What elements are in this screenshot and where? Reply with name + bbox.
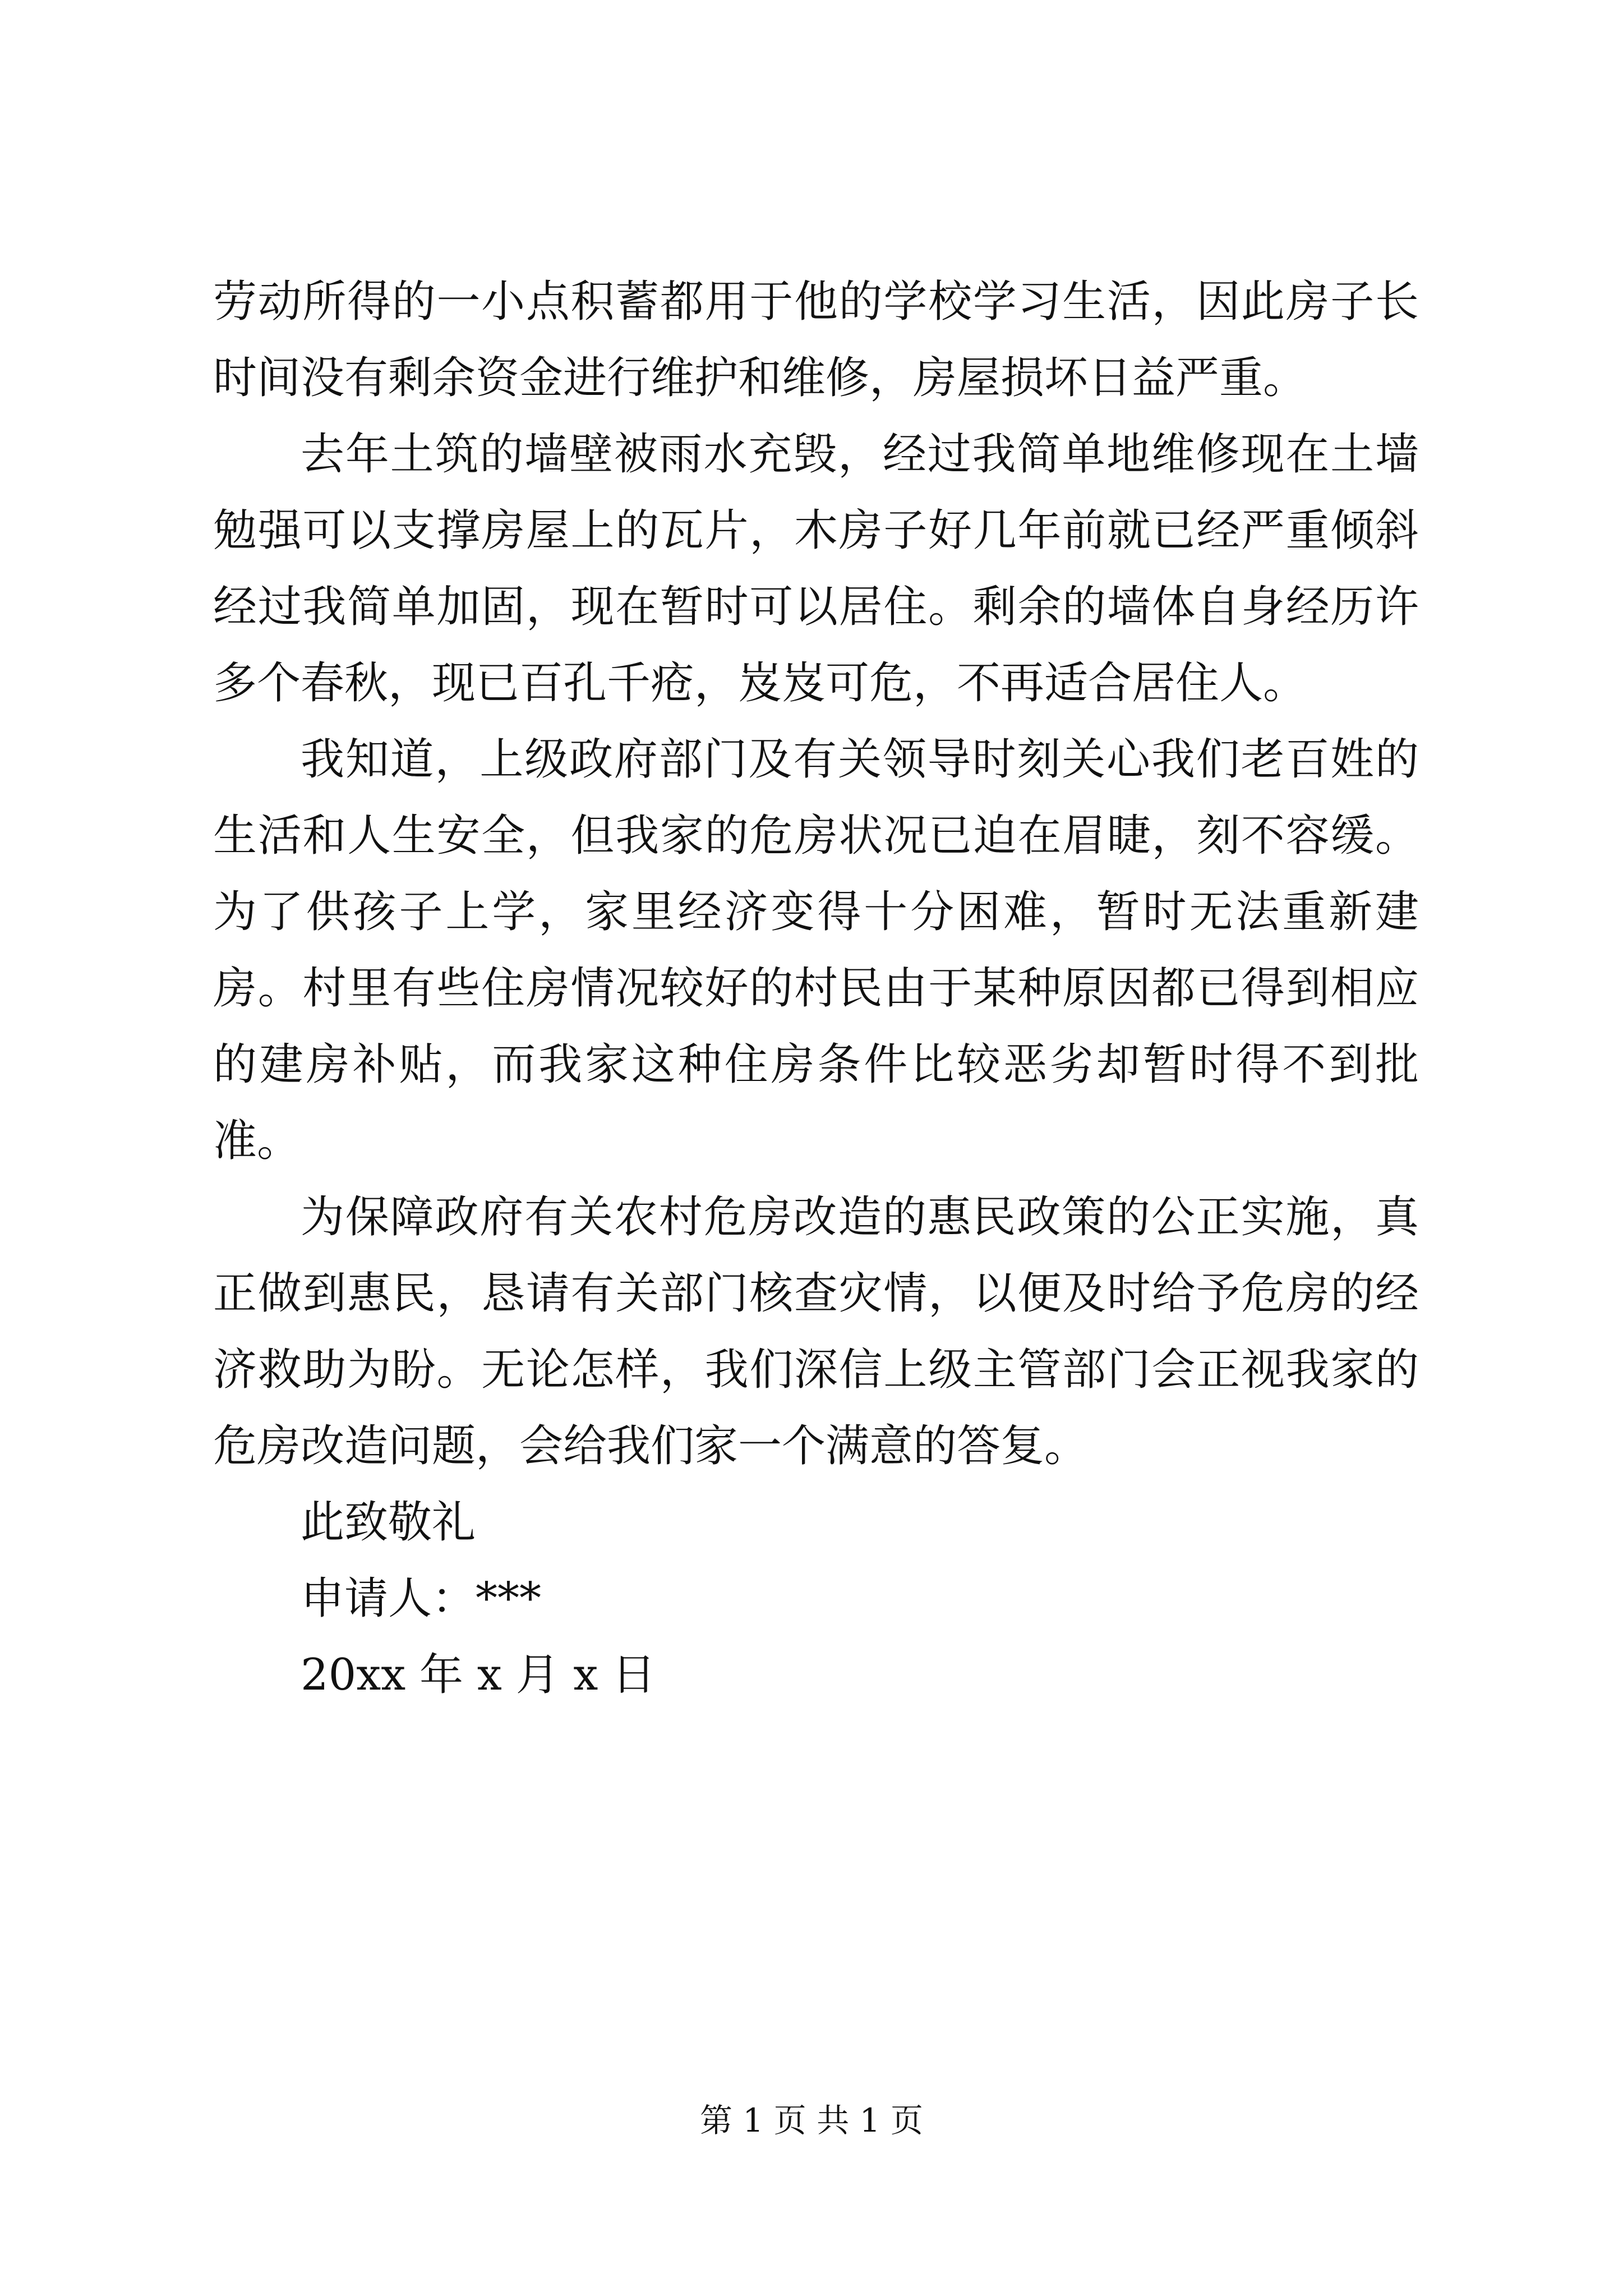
paragraph-wall-damage: 去年土筑的墙壁被雨水充毁，经过我简单地维修现在土墙勉强可以支撑房屋上的瓦片，木房子好几年前就已经严重倾斜经过我简单加固，现在暂时可以居住。剩余的墙体自身经历许多个春秋，现已百孔千疮，岌岌可危，不再适合居住人。 — [213, 429, 1419, 708]
paragraph-continuation: 劳动所得的一小点积蓄都用于他的学校学习生活，因此房子长时间没有剩余资金进行维护和维修，房屋损坏日益严重。 — [213, 277, 1419, 403]
letter-date: 20xx 年 x 月 x 日 — [301, 1650, 656, 1700]
page-footer: 第 1 页 共 1 页 — [700, 2101, 923, 2139]
paragraph-situation: 我知道，上级政府部门及有关领导时刻关心我们老百姓的生活和人生安全，但我家的危房状况已迫在眉睫，刻不容缓。为了供孩子上学，家里经济变得十分困难，暂时无法重新建房。村里有些住房情况较好的村民由于某种原因都已得到相应的建房补贴，而我家这种住房条件比较恶劣却暂时得不到批准。 — [213, 734, 1419, 1166]
document-body — [213, 264, 1419, 1713]
closing-salutation: 此致敬礼 — [301, 1497, 476, 1548]
paragraph-request: 为保障政府有关农村危房改造的惠民政策的公正实施，真正做到惠民，恳请有关部门核查灾情，以便及时给予危房的经济救助为盼。无论怎样，我们深信上级主管部门会正视我家的危房改造问题，会给我们家一个满意的答复。 — [213, 1192, 1419, 1471]
applicant-signature: 申请人：*** — [301, 1573, 542, 1624]
